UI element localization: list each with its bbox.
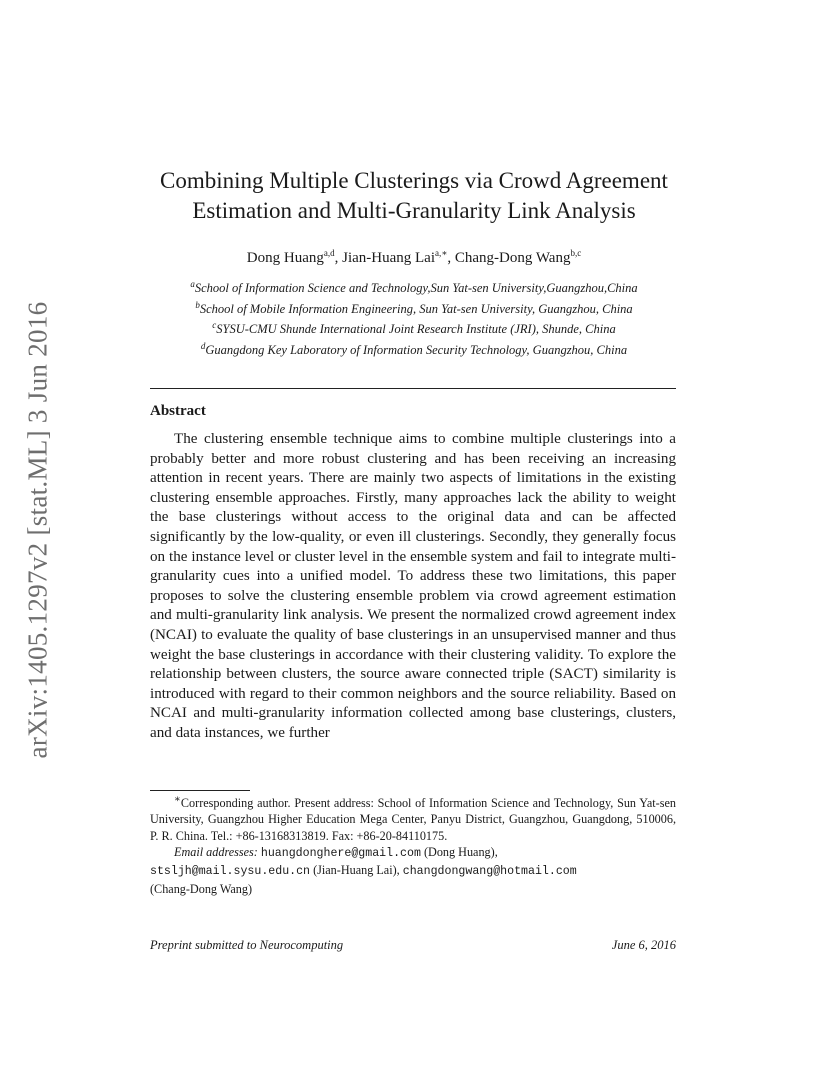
email-owner: (Jian-Huang Lai), — [313, 863, 400, 878]
title-line-2: Estimation and Multi-Granularity Link Analysis — [192, 198, 636, 223]
author-name: Chang-Dong Wang — [454, 250, 571, 266]
abstract-body: The clustering ensemble technique aims to combine multiple clusterings into a probably better and more robust clustering and has been receiving an increasing attention in recent years. There are mainly two aspects of limitations in the existing clustering ensemble approaches. Firstly, many approaches lack the ability to weight the base clusterings without access to the original data and can be affected significantly by the low-quality, or even ill clusterings. Secondly, they generally focus on the instance level or cluster level in the ensemble system and fail to integrate multi-granularity cues into a unified model. To address these two limitations, this paper proposes to solve the clustering ensemble problem via crowd agreement estimation and multi-granularity link analysis. We present the normalized crowd agreement index (NCAI) to evaluate the quality of base clusterings in an unsupervised manner and thus weight the base clusterings in accordance with their clustering validity. To explore the relationship between clusters, the source aware connected triple (SACT) similarity is introduced with regard to their common neighbors and the source reliability. Based on NCAI and multi-granularity information collected among base clusterings, clusters, and data instances, we further — [150, 431, 676, 741]
title-line-1: Combining Multiple Clusterings via Crowd Agreement — [160, 168, 668, 193]
email-link[interactable]: changdongwang@hotmail.com — [402, 865, 577, 879]
arxiv-identifier: arXiv:1405.1297v2 [stat.ML] 3 Jun 2016 — [22, 301, 53, 759]
submission-date: June 6, 2016 — [611, 938, 676, 952]
email-label: Email addresses: — [174, 844, 258, 859]
author-affil-mark: b,c — [570, 248, 582, 258]
email-link[interactable]: huangdonghere@gmail.com — [260, 846, 421, 860]
arxiv-side-stamp — [18, 300, 58, 760]
author-list: Dong Huang$^{a,d}$, Jian-Huang Lai$^{a,∗}$, Chang-Dong Wang$^{b,c}$ — [246, 248, 582, 266]
email-owner: (Dong Huang), — [423, 844, 498, 859]
preprint-note: Preprint submitted to Neurocomputing — [150, 938, 344, 952]
affiliation: $^b$School of Mobile Information Engineering, Sun Yat-sen University, Guangzhou, China — [195, 299, 633, 316]
email-owner: (Chang-Dong Wang) — [150, 881, 253, 896]
paper-title — [120, 166, 708, 226]
author-name: Jian-Huang Lai — [342, 250, 435, 266]
author-affil-mark: a,∗ — [435, 248, 448, 258]
footnote-text: Corresponding author. Present address: School of Information Science and Technology, Sun Yat-sen University, Guangzhou Higher Education Mega Center, Panyu District, Guangzhou, Guangdong, 510006, P. R. China. Tel.: +86-13168313819. Fax: +86-20-84110175. — [150, 796, 676, 843]
footnote — [150, 792, 676, 897]
abstract-heading: Abstract — [150, 403, 206, 419]
footnote-mark: ∗ — [174, 794, 181, 805]
header-divider — [150, 388, 676, 389]
affiliation: $^c$SYSU-CMU Shunde International Joint Research Institute (JRI), Shunde, China — [212, 320, 616, 337]
author-name: Dong Huang — [246, 250, 324, 266]
author-affil-mark: a,d — [323, 248, 335, 258]
affiliations — [120, 276, 708, 359]
footnote-divider — [150, 790, 250, 791]
affiliation: $^d$Guangdong Key Laboratory of Information Security Technology, Guangzhou, China — [200, 340, 628, 358]
email-link[interactable]: stsljh@mail.sysu.edu.cn — [150, 865, 311, 879]
affiliation: $^a$School of Information Science and Technology,Sun Yat-sen University,Guangzhou,China — [190, 279, 638, 296]
